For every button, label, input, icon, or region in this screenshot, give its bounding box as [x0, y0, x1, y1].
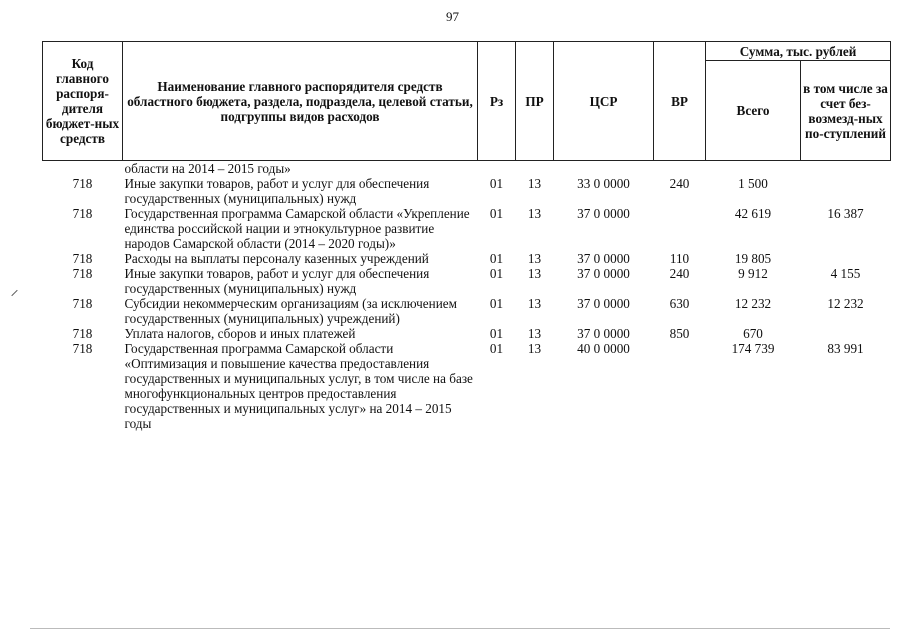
cell-csr: 37 0 0000: [577, 251, 630, 266]
page-number: 97: [446, 9, 459, 24]
cell-grants: [801, 176, 891, 206]
cell-grants: 16 387: [827, 206, 864, 221]
cell-csr: 37 0 0000: [577, 266, 630, 281]
table-body: [43, 161, 891, 432]
cell-code: 718: [72, 296, 93, 311]
cell-grants: [801, 251, 891, 266]
header-pr: ПР: [516, 42, 554, 161]
cell-name: Иные закупки товаров, работ и услуг для обеспечения государственных (муниципальных) нужд: [124, 266, 430, 296]
cell-total: 9 912: [738, 266, 768, 281]
table-row: [43, 326, 891, 341]
cell-pr: [516, 161, 554, 177]
table-row: [43, 176, 891, 206]
cell-grants: 4 155: [830, 266, 861, 281]
table-row: [43, 296, 891, 326]
cell-rz: 01: [489, 176, 504, 191]
cell-rz: 01: [489, 326, 504, 341]
cell-code: 718: [72, 251, 93, 266]
cell-rz: 01: [489, 341, 504, 356]
cell-grants: 12 232: [827, 296, 864, 311]
cell-name: Иные закупки товаров, работ и услуг для обеспечения государственных (муниципальных) нужд: [124, 176, 430, 206]
cell-csr: 37 0 0000: [577, 326, 630, 341]
cell-total: 670: [743, 326, 763, 341]
cell-total: 1 500: [738, 176, 768, 191]
cell-pr: 13: [527, 266, 542, 281]
cell-total: [706, 161, 801, 177]
cell-vr: 110: [669, 251, 690, 266]
cell-pr: 13: [527, 296, 542, 311]
header-name: Наименование главного распорядителя средств областного бюджета, раздела, подраздела, целевой статьи, подгруппы видов расходов: [123, 42, 478, 161]
cell-vr: 240: [669, 266, 690, 281]
header-vr: ВР: [654, 42, 706, 161]
cell-vr: [654, 161, 706, 177]
budget-table: [42, 41, 891, 431]
cell-name: Государственная программа Самарской области «Оптимизация и повышение качества предоставления государственных и муниципальных услуг, в том числе на базе многофункциональных центров предоставления государственных и муниципальных услуг» на 2014 – 2015 годы: [124, 341, 473, 431]
cell-code: [43, 161, 123, 177]
cell-name: Уплата налогов, сборов и иных платежей: [124, 326, 356, 341]
cell-name: Субсидии некоммерческим организациям (за исключением государственных (муниципальных) учреждений): [124, 296, 457, 326]
cell-pr: 13: [527, 176, 542, 191]
header-csr: ЦСР: [554, 42, 654, 161]
cell-rz: 01: [489, 251, 504, 266]
header-total: Всего: [706, 61, 801, 161]
header-sum-group: Сумма, тыс. рублей: [706, 42, 891, 61]
header-grants: в том числе за счет без-возмезд-ных по-ступлений: [801, 61, 891, 161]
cell-rz: 01: [489, 206, 504, 221]
cell-grants: 83 991: [827, 341, 864, 356]
cell-rz: 01: [489, 296, 504, 311]
cell-total: 19 805: [734, 251, 772, 266]
cell-grants: [801, 326, 891, 341]
cell-csr: 33 0 0000: [577, 176, 630, 191]
cell-rz: [478, 161, 516, 177]
scan-mark: [11, 290, 17, 296]
cell-name: Расходы на выплаты персоналу казенных учреждений: [124, 251, 429, 266]
cell-rz: 01: [489, 266, 504, 281]
cell-name: области на 2014 – 2015 годы»: [124, 161, 291, 176]
cell-csr: 37 0 0000: [577, 296, 630, 311]
page-bottom-edge: [30, 628, 890, 629]
cell-csr: 37 0 0000: [577, 206, 630, 221]
cell-total: 42 619: [734, 206, 772, 221]
cell-code: 718: [72, 326, 93, 341]
table-row: [43, 266, 891, 296]
cell-vr: 630: [669, 296, 690, 311]
cell-code: 718: [72, 266, 93, 281]
cell-pr: 13: [527, 341, 542, 356]
cell-csr: [554, 161, 654, 177]
cell-csr: 40 0 0000: [577, 341, 630, 356]
table-row: [43, 161, 891, 177]
cell-code: 718: [72, 341, 93, 356]
cell-vr: 850: [669, 326, 690, 341]
cell-vr: [654, 341, 706, 431]
cell-code: 718: [72, 176, 93, 191]
table-row: [43, 251, 891, 266]
cell-vr: 240: [669, 176, 690, 191]
header-rz: Рз: [478, 42, 516, 161]
cell-total: 174 739: [731, 341, 775, 356]
cell-name: Государственная программа Самарской области «Укрепление единства российской нации и этнокультурное развитие народов Самарской области (2014 – 2020 годы)»: [124, 206, 470, 251]
cell-total: 12 232: [734, 296, 772, 311]
cell-pr: 13: [527, 326, 542, 341]
cell-pr: 13: [527, 251, 542, 266]
table-row: [43, 206, 891, 251]
table-row: [43, 341, 891, 431]
table-header: [43, 42, 891, 161]
cell-grants: [801, 161, 891, 177]
cell-code: 718: [72, 206, 93, 221]
cell-pr: 13: [527, 206, 542, 221]
header-code: Код главного распоря-дителя бюджет-ных средств: [43, 42, 123, 161]
cell-vr: [654, 206, 706, 251]
